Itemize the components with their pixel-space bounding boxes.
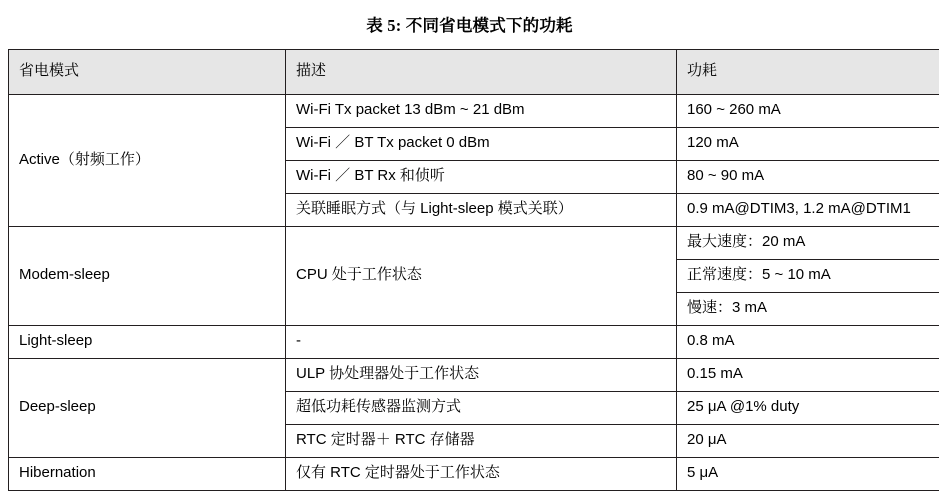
cell-power: 0.15 mA bbox=[677, 359, 939, 392]
cell-power: 0.9 mA@DTIM3, 1.2 mA@DTIM1 bbox=[677, 194, 939, 227]
table-row bbox=[9, 326, 939, 359]
cell-description: - bbox=[286, 326, 677, 359]
column-header-mode: 省电模式 bbox=[9, 50, 286, 95]
table-row bbox=[9, 359, 939, 392]
cell-power: 25 μA @1% duty bbox=[677, 392, 939, 425]
cell-mode: Light-sleep bbox=[9, 326, 286, 359]
table-row bbox=[9, 95, 939, 128]
cell-description: RTC 定时器＋ RTC 存储器 bbox=[286, 425, 677, 458]
cell-description: ULP 协处理器处于工作状态 bbox=[286, 359, 677, 392]
cell-power: 慢速：3 mA bbox=[677, 293, 939, 326]
column-header-power: 功耗 bbox=[677, 50, 939, 95]
table-header-row bbox=[9, 50, 939, 95]
cell-description: Wi-Fi Tx packet 13 dBm ~ 21 dBm bbox=[286, 95, 677, 128]
cell-power: 5 μA bbox=[677, 458, 939, 491]
cell-description: CPU 处于工作状态 bbox=[286, 227, 677, 326]
table-caption: 表 5: 不同省电模式下的功耗 bbox=[0, 0, 939, 49]
cell-mode: Deep-sleep bbox=[9, 359, 286, 458]
cell-power: 最大速度：20 mA bbox=[677, 227, 939, 260]
power-consumption-table bbox=[8, 49, 939, 491]
column-header-description: 描述 bbox=[286, 50, 677, 95]
table-body bbox=[9, 95, 939, 491]
table-row bbox=[9, 458, 939, 491]
cell-mode: Hibernation bbox=[9, 458, 286, 491]
table-row bbox=[9, 227, 939, 260]
cell-power: 20 μA bbox=[677, 425, 939, 458]
cell-power: 80 ~ 90 mA bbox=[677, 161, 939, 194]
cell-description: Wi-Fi ／ BT Rx 和侦听 bbox=[286, 161, 677, 194]
cell-description: 关联睡眠方式（与 Light-sleep 模式关联） bbox=[286, 194, 677, 227]
cell-mode: Active（射频工作） bbox=[9, 95, 286, 227]
cell-description: 仅有 RTC 定时器处于工作状态 bbox=[286, 458, 677, 491]
cell-description: 超低功耗传感器监测方式 bbox=[286, 392, 677, 425]
cell-mode: Modem-sleep bbox=[9, 227, 286, 326]
cell-power: 160 ~ 260 mA bbox=[677, 95, 939, 128]
cell-description: Wi-Fi ／ BT Tx packet 0 dBm bbox=[286, 128, 677, 161]
cell-power: 正常速度：5 ~ 10 mA bbox=[677, 260, 939, 293]
cell-power: 0.8 mA bbox=[677, 326, 939, 359]
table-header bbox=[9, 50, 939, 95]
cell-power: 120 mA bbox=[677, 128, 939, 161]
